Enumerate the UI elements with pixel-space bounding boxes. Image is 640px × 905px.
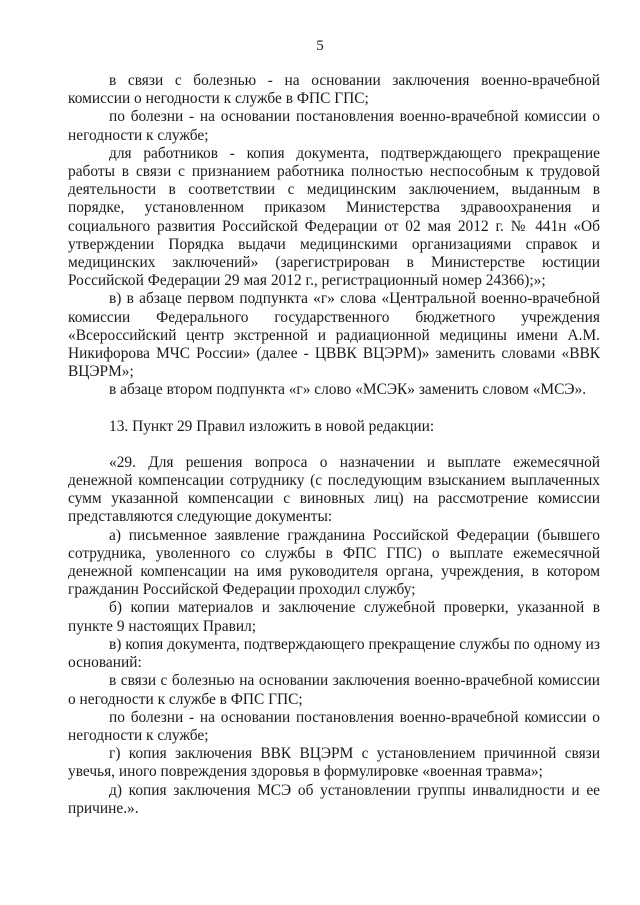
paragraph-illness-2: по болезни - на основании постановления военно-врачебной комиссии о негодности к службе; [68,708,600,744]
paragraph-subitem-v: в) в абзаце первом подпункта «г» слова «Центральной военно-врачебной комиссии Федерального государственного бюджетного учреждения «Всероссийский центр экстренной и радиационной медицины имени А.М. Никифорова МЧС России» (далее - ЦВВК ВЦЭРМ)» заменить словами «ВВК ВЦЭРМ»; [68,290,600,381]
document-body [68,72,600,818]
list-item-v: в) копия документа, подтверждающего прекращение службы по одному из оснований: [68,635,600,672]
page-number: 5 [316,38,324,54]
paragraph-illness: по болезни - на основании постановления военно-врачебной комиссии о негодности к службе; [68,108,600,144]
paragraph-disease-ffs: в связи с болезнью - на основании заключения военно-врачебной комиссии о негодности к службе в ФПС ГПС; [68,72,600,108]
paragraph-workers: для работников - копия документа, подтверждающего прекращение работы в связи с признанием работника полностью неспособным к трудовой деятельности в соответствии с медицинским заключением, выданным в порядке, установленном приказом Министерства здравоохранения и социального развития Российской Федерации от 02 мая 2012 г. № 441н «Об утверждении Порядка выдачи медицинскими организациями справок и медицинских заключений» (зарегистрирован в Министерстве юстиции Российской Федерации 29 мая 2012 г., регистрационный номер 24366);»; [68,144,600,290]
list-item-g: г) копия заключения ВВК ВЦЭРМ с установлением причинной связи увечья, иного повреждения здоровья в формулировке «военная травма»; [68,745,600,781]
paragraph-point-13: 13. Пункт 29 Правил изложить в новой редакции: [109,417,435,435]
paragraph-msek-replace: в абзаце втором подпункта «г» слово «МСЭК» заменить словом «МСЭ». [109,381,587,399]
list-item-d: д) копия заключения МСЭ об установлении группы инвалидности и ее причине.». [68,781,600,817]
list-item-a: а) письменное заявление гражданина Российской Федерации (бывшего сотрудника, уволенного со службы в ФПС ГПС) о выплате ежемесячной денежной компенсации на имя руководителя органа, учреждения, в котором гражданин Российской Федерации проходил службу; [68,526,600,599]
paragraph-disease-ffs-2: в связи с болезнью на основании заключения военно-врачебной комиссии о негодности к службе в ФПС ГПС; [68,672,600,708]
paragraph-point-29: «29. Для решения вопроса о назначении и выплате ежемесячной денежной компенсации сотруднику (с последующим взысканием выплаченных сумм указанной компенсации с виновных лиц) на рассмотрение комиссии представляются следующие документы: [68,453,600,526]
list-item-b: б) копии материалов и заключение служебной проверки, указанной в пункте 9 настоящих Правил; [68,599,600,635]
